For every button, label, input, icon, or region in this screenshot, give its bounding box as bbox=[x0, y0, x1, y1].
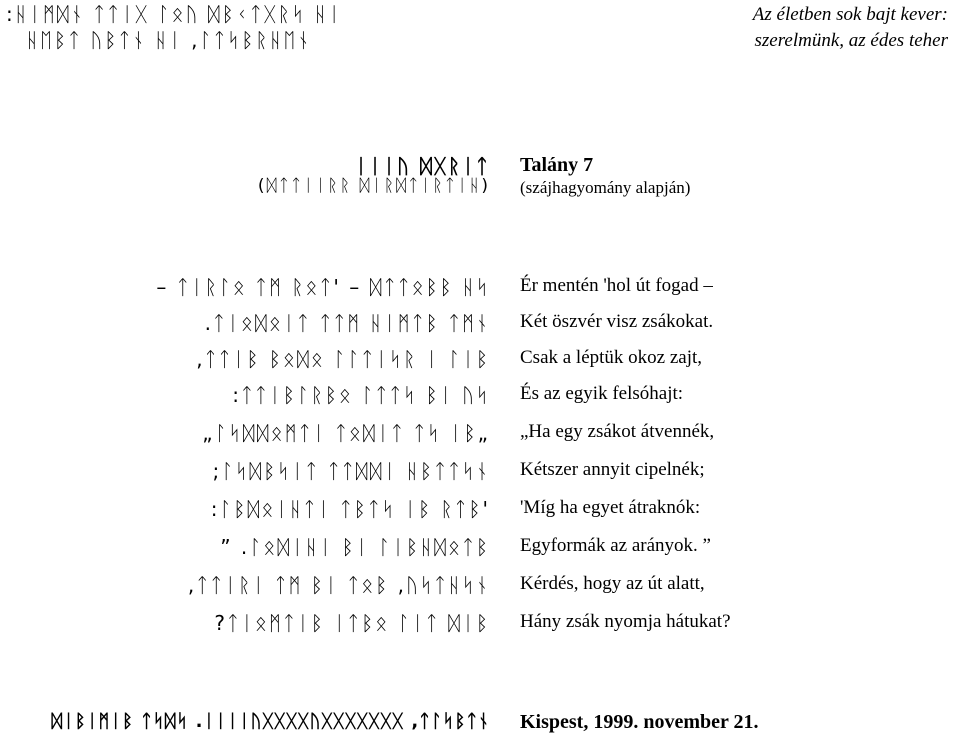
poem-rune-line: :ᛏᛏᛁᛒᛚᚱᛒᛟ ᛚᛏᛏᛋ ᛒᛁ ᚢᛋ bbox=[232, 383, 490, 407]
motto-line-1: Az életben sok bajt kever: bbox=[752, 4, 948, 25]
poem-rune-line: ” .ᛚᛟᛞᛁᚺᛁ ᛒᛁ ᛚᛁᛒᚺᛞᛟᛏᛒ bbox=[220, 535, 490, 559]
poem-rune-line: ,ᛏᛏᛁᛒ ᛒᛟᛞᛟ ᛚᛚᛏᛁᛋᚱ ᛁ ᛚᛁᛒ bbox=[196, 347, 490, 371]
poem-rune-line: :ᛚᛒᛞᛟᛁᚺᛏᛁ ᛏᛒᛏᛋ ᛁᛒ ᚱᛏᛒ' bbox=[210, 497, 490, 521]
poem-line: Egyformák az arányok. ” bbox=[520, 535, 711, 556]
poem-rune-line: .ᛏᛁᛟᛞᛟᛁᛏ ᛏᛏᛗ ᚺᛁᛗᛏᛒ ᛏᛗᚾ bbox=[204, 311, 490, 335]
poem-line: Csak a léptük okoz zajt, bbox=[520, 347, 703, 368]
poem-rune-line: „ᛚᛋᛞᛞᛟᛗᛏᛁ ᛏᛟᛞᛁᛏ ᛏᛋ ᛁᛒ„ bbox=[202, 421, 490, 445]
header-rune-line-2: ᚺᛖᛒᛏ ᚢᛒᛏᚾ ᚺᛁ ,ᛚᛏᛋᛒᚱᚺᛖᚾ bbox=[26, 28, 312, 52]
poem-line: Két öszvér visz zsákokat. bbox=[520, 311, 714, 332]
rune-title: ᛁᛁᛁᚢ ᛞᚷᚱᛁᛏ bbox=[355, 154, 490, 178]
poem-line: „Ha egy zsákot átvennék, bbox=[520, 421, 715, 442]
poem-rune-line: ,ᛏᛏᛁᚱᛁ ᛏᛗ ᛒᛁ ᛏᛟᛒ ,ᚢᛋᛏᚺᛋᚾ bbox=[187, 573, 490, 597]
page-title: Talány 7 bbox=[520, 154, 594, 176]
motto-line-2: szerelmünk, az édes teher bbox=[754, 30, 948, 51]
poem-rune-line: ?ᛏᛁᛟᛗᛏᛁᛒ ᛁᛏᛒᛟ ᛚᛁᛏ ᛞᛁᛒ bbox=[214, 611, 490, 635]
poem-line: Hány zsák nyomja hátukat? bbox=[520, 611, 731, 632]
poem-rune-line: ;ᛚᛋᛞᛒᛋᛁᛏ ᛏᛏᛞᛞᛁ ᚺᛒᛏᛏᛋᚾ bbox=[212, 459, 490, 483]
footer-rune: ᛞᛁᛒᛁᛗᛁᛒ ᛏᛋᛞᛋ .ᛁᛁᛁᛁᚢᚷᚷᚷᚷᚢᚷᚷᚷᚷᚷᚷᚷ ,ᛏᛚᛋᛒᛏᚾ bbox=[51, 711, 490, 732]
poem-line: Kérdés, hogy az út alatt, bbox=[520, 573, 705, 594]
poem-line: 'Míg ha egyet átraknók: bbox=[520, 497, 701, 518]
page-subtitle: (szájhagyomány alapján) bbox=[520, 178, 691, 197]
rune-subtitle: (ᛞᛏᛏᛁᛁᚱᚱ ᛞᛁᚱᛞᛏᛁᚱᛏᛁᚺ) bbox=[257, 176, 490, 196]
header-rune-line-1: :ᚺᛁᛗᛞᚾ ᛏᛏᛁᚷ ᛚᛟᚢ ᛞᛒᚲᛏᚷᚱᛋ ᚺᛁ bbox=[6, 2, 343, 26]
footer-date: Kispest, 1999. november 21. bbox=[520, 711, 759, 733]
poem-line: Kétszer annyit cipelnék; bbox=[520, 459, 705, 480]
poem-rune-line: – ᛏᛁᚱᛚᛟ ᛏᛗ ᚱᛟᛏ' – ᛞᛏᛏᛟᛒᛒ ᚺᛋ bbox=[156, 275, 490, 299]
poem-line: És az egyik felsóhajt: bbox=[520, 383, 684, 404]
poem-line: Ér mentén 'hol út fogad – bbox=[520, 275, 713, 296]
